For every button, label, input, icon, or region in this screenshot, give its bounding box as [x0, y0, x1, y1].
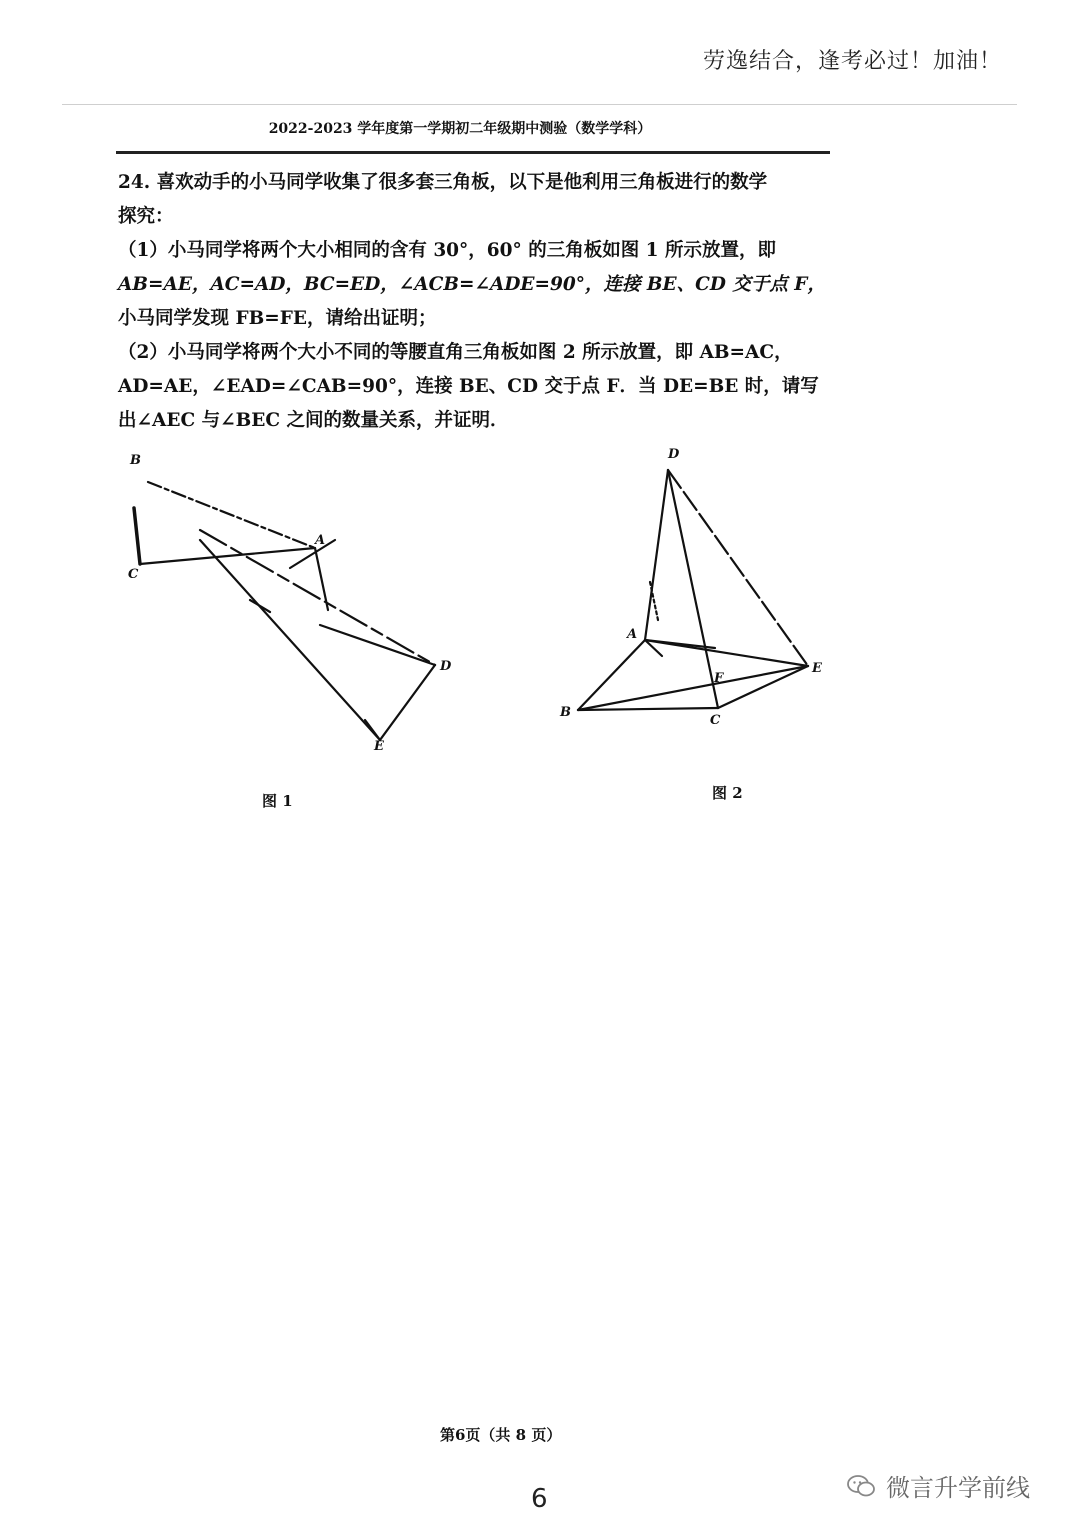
top-divider	[62, 104, 1017, 105]
label-c: C	[710, 713, 721, 728]
figure-2	[550, 440, 840, 740]
exam-header: 2022-2023 学年度第一学期初二年级期中测验（数学学科）	[268, 121, 652, 137]
label-e: E	[812, 661, 822, 676]
page-number: 6	[531, 1484, 548, 1514]
label-c: C	[128, 567, 139, 582]
tick-mid	[250, 600, 270, 612]
label-e: E	[374, 739, 384, 754]
question-line: 探究：	[118, 206, 174, 227]
segment-a-down	[315, 548, 328, 610]
part1-line: （1）小马同学将两个大小相同的含有 30°，60° 的三角板如图 1 所示放置，即	[118, 240, 776, 261]
label-d: D	[668, 447, 680, 462]
figure-2-caption: 图 2	[712, 784, 743, 802]
segment-d-e	[380, 665, 435, 740]
label-a: A	[627, 627, 638, 642]
part2-line: AD=AE，∠EAD=∠CAB=90°，连接 BE、CD 交于点 F．当 DE=BE 时，请写	[118, 376, 819, 397]
part1-line: AB=AE，AC=AD，BC=ED，∠ACB=∠ADE=90°，连接 BE、CD 交于点 F，	[118, 274, 826, 295]
label-b: B	[560, 705, 571, 720]
figure-1	[110, 440, 470, 760]
segment-c-e	[200, 540, 380, 740]
question-line: 24. 喜欢动手的小马同学收集了很多套三角板，以下是他利用三角板进行的数学	[118, 172, 768, 193]
motto-text: 劳逸结合，逢考必过！加油！	[702, 49, 1002, 74]
wechat-icon	[846, 1473, 876, 1499]
part2-line: （2）小马同学将两个大小不同的等腰直角三角板如图 2 所示放置，即 AB=AC，	[118, 342, 793, 363]
part1-line: 小马同学发现 FB=FE，请给出证明；	[118, 308, 437, 329]
brand-watermark	[846, 1468, 1030, 1503]
label-f: F	[714, 671, 724, 686]
brand-name: 微言升学前线	[886, 1474, 1030, 1502]
scan-page-number: 第6页（共 8 页）	[440, 1426, 562, 1444]
segment-c-a	[140, 548, 315, 564]
segment-c-e	[718, 666, 808, 708]
label-a: A	[315, 533, 326, 548]
header-rule	[116, 151, 830, 154]
tick-a	[290, 540, 335, 568]
figure-1-caption: 图 1	[262, 792, 293, 810]
segment-b-a	[148, 482, 315, 548]
segment-c-vertical	[134, 508, 140, 564]
segment-b-c	[578, 708, 718, 710]
tick-e	[365, 720, 380, 740]
label-d: D	[440, 659, 452, 674]
label-b: B	[130, 453, 141, 468]
part2-line: 出∠AEC 与∠BEC 之间的数量关系，并证明．	[118, 410, 509, 431]
question-24	[118, 166, 838, 438]
